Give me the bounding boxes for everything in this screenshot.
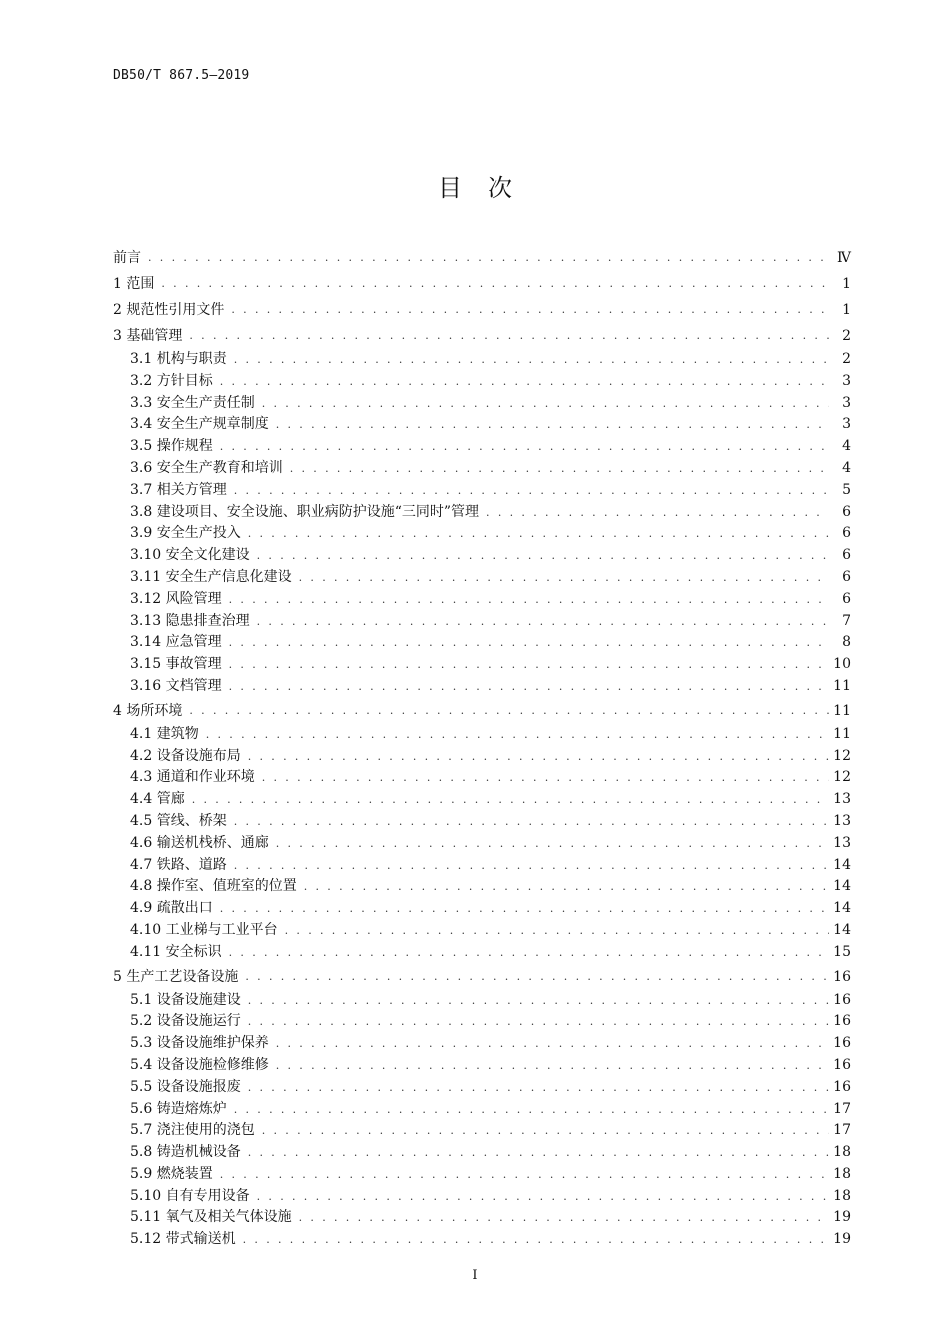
toc-entry[interactable] (113, 942, 851, 964)
toc-entry-page: 17 (833, 1100, 851, 1117)
toc-entry-page: 16 (833, 1056, 851, 1073)
toc-entry-page: 14 (833, 921, 851, 938)
toc-entry-label: 3.16 文档管理 (130, 677, 222, 694)
toc-dot-leader (276, 1055, 829, 1077)
toc-entry[interactable] (113, 589, 851, 611)
toc-entry[interactable] (113, 297, 851, 323)
toc-entry[interactable] (113, 245, 851, 271)
toc-dot-leader (229, 942, 829, 964)
toc-entry-page: 6 (842, 547, 851, 564)
toc-entry[interactable] (113, 393, 851, 415)
toc-entry-label: 4.1 建筑物 (130, 725, 199, 742)
toc-entry[interactable] (113, 920, 851, 942)
toc-entry-page: 3 (842, 416, 851, 433)
toc-entry[interactable] (113, 811, 851, 833)
toc-entry-label: 5.1 设备设施建设 (130, 991, 241, 1008)
toc-dot-leader (206, 724, 829, 746)
toc-dot-leader (148, 245, 829, 271)
toc-entry-page: 19 (833, 1231, 851, 1248)
toc-entry[interactable] (113, 964, 851, 990)
toc-dot-leader (285, 920, 829, 942)
toc-dot-leader (243, 1229, 829, 1251)
toc-entry-page: 15 (833, 943, 851, 960)
toc-entry-label: 5.10 自有专用设备 (130, 1187, 250, 1204)
toc-entry-page: Ⅳ (837, 250, 851, 266)
toc-entry-label: 5 生产工艺设备设施 (113, 968, 239, 985)
toc-entry-label: 5.9 燃烧装置 (130, 1165, 213, 1182)
toc-dot-leader (257, 1186, 829, 1208)
toc-entry-page: 16 (833, 1013, 851, 1030)
toc-entry-label: 前言 (113, 250, 141, 266)
toc-entry[interactable] (113, 855, 851, 877)
toc-entry[interactable] (113, 414, 851, 436)
toc-entry[interactable] (113, 833, 851, 855)
toc-entry[interactable] (113, 1099, 851, 1121)
toc-entry-label: 5.5 设备设施报废 (130, 1078, 241, 1095)
toc-dot-leader (257, 545, 829, 567)
toc-dot-leader (231, 297, 829, 323)
toc-entry-page: 13 (833, 834, 851, 851)
toc-entry-label: 4.11 安全标识 (130, 943, 222, 960)
toc-entry-page: 18 (833, 1187, 851, 1204)
toc-entry-label: 3.8 建设项目、安全设施、职业病防护设施“三同时”管理 (130, 503, 480, 520)
toc-dot-leader (229, 676, 829, 698)
toc-entry-page: 16 (833, 1035, 851, 1052)
toc-entry[interactable] (113, 480, 851, 502)
toc-dot-leader (299, 567, 829, 589)
toc-entry-page: 6 (842, 503, 851, 520)
page-title: 目次 (438, 174, 538, 202)
toc-dot-leader (229, 589, 829, 611)
toc-entry[interactable] (113, 789, 851, 811)
toc-entry[interactable] (113, 1055, 851, 1077)
toc-entry[interactable] (113, 1011, 851, 1033)
toc-dot-leader (245, 964, 829, 990)
toc-dot-leader (486, 502, 829, 524)
toc-entry-page: 17 (833, 1122, 851, 1139)
toc-entry-page: 3 (842, 394, 851, 411)
toc-entry-label: 3.3 安全生产责任制 (130, 394, 255, 411)
toc-entry-label: 3.1 机构与职责 (130, 351, 227, 367)
toc-entry-label: 5.12 带式输送机 (130, 1231, 236, 1248)
toc-dot-leader (290, 458, 829, 480)
toc-entry[interactable] (113, 1033, 851, 1055)
toc-entry-label: 4.3 通道和作业环境 (130, 769, 255, 786)
toc-dot-leader (276, 833, 829, 855)
toc-entry-label: 5.3 设备设施维护保养 (130, 1035, 269, 1052)
toc-entry-label: 3.4 安全生产规章制度 (130, 416, 269, 433)
toc-dot-leader (262, 767, 829, 789)
toc-dot-leader (189, 323, 829, 349)
toc-entry-page: 16 (833, 1078, 851, 1095)
toc-entry-page: 6 (842, 590, 851, 607)
toc-entry[interactable] (113, 1120, 851, 1142)
document-code: DB50/T 867.5—2019 (113, 68, 250, 83)
toc-entry[interactable] (113, 876, 851, 898)
toc-dot-leader (257, 611, 829, 633)
toc-entry[interactable] (113, 349, 851, 371)
toc-entry[interactable] (113, 654, 851, 676)
toc-entry-label: 3 基础管理 (113, 328, 183, 344)
toc-entry-label: 4 场所环境 (113, 702, 183, 719)
toc-entry-label: 3.9 安全生产投入 (130, 525, 241, 542)
toc-dot-leader (220, 898, 829, 920)
toc-entry-label: 4.8 操作室、值班室的位置 (130, 878, 297, 895)
toc-dot-leader (248, 1077, 829, 1099)
toc-entry[interactable] (113, 1077, 851, 1099)
toc-entry-page: 16 (833, 991, 851, 1008)
toc-entry-label: 3.2 方针目标 (130, 372, 213, 389)
toc-dot-leader (189, 698, 829, 724)
toc-entry[interactable] (113, 767, 851, 789)
toc-entry-page: 4 (842, 438, 851, 455)
toc-entry-page: 16 (833, 968, 851, 985)
toc-entry[interactable] (113, 1229, 851, 1251)
toc-entry[interactable] (113, 990, 851, 1012)
toc-entry-label: 5.2 设备设施运行 (130, 1013, 241, 1030)
toc-entry-page: 4 (842, 459, 851, 476)
toc-entry[interactable] (113, 1207, 851, 1229)
toc-entry-page: 18 (833, 1165, 851, 1182)
toc-entry[interactable] (113, 523, 851, 545)
toc-entry-page: 14 (833, 878, 851, 895)
toc-dot-leader (234, 811, 829, 833)
toc-entry[interactable] (113, 458, 851, 480)
toc-entry[interactable] (113, 611, 851, 633)
toc-entry-page: 18 (833, 1144, 851, 1161)
toc-entry-label: 5.11 氧气及相关气体设施 (130, 1209, 292, 1226)
toc-entry-page: 11 (833, 702, 851, 719)
toc-dot-leader (229, 632, 829, 654)
toc-dot-leader (276, 1033, 829, 1055)
toc-dot-leader (234, 349, 829, 371)
toc-dot-leader (262, 393, 829, 415)
toc-entry[interactable] (113, 371, 851, 393)
toc-entry-page: 2 (842, 328, 851, 344)
toc-entry[interactable] (113, 698, 851, 724)
toc-entry-page: 14 (833, 900, 851, 917)
toc-entry-label: 4.10 工业梯与工业平台 (130, 921, 278, 938)
toc-entry-label: 3.13 隐患排查治理 (130, 612, 250, 629)
toc-dot-leader (248, 1011, 829, 1033)
toc-entry-label: 4.7 铁路、道路 (130, 856, 227, 873)
toc-entry-label: 5.8 铸造机械设备 (130, 1144, 241, 1161)
toc-entry-page: 2 (842, 351, 851, 367)
toc-entry-page: 11 (833, 725, 851, 742)
toc-entry-page: 1 (842, 276, 851, 292)
toc-entry-label: 4.6 输送机栈桥、通廊 (130, 834, 269, 851)
toc-entry-page: 13 (833, 791, 851, 808)
toc-entry-label: 3.12 风险管理 (130, 590, 222, 607)
toc-dot-leader (299, 1207, 829, 1229)
toc-entry[interactable] (113, 746, 851, 768)
toc-entry-label: 5.7 浇注使用的浇包 (130, 1122, 255, 1139)
toc-entry-label: 2 规范性引用文件 (113, 302, 225, 318)
toc-entry-page: 19 (833, 1209, 851, 1226)
toc-dot-leader (248, 523, 829, 545)
toc-dot-leader (234, 1099, 829, 1121)
toc-dot-leader (220, 1164, 829, 1186)
toc-dot-leader (234, 855, 829, 877)
toc-entry-page: 3 (842, 372, 851, 389)
toc-entry[interactable] (113, 567, 851, 589)
toc-entry-label: 3.11 安全生产信息化建设 (130, 568, 292, 585)
toc-entry[interactable] (113, 545, 851, 567)
toc-entry-label: 3.10 安全文化建设 (130, 547, 250, 564)
toc-dot-leader (220, 371, 829, 393)
table-of-contents (113, 245, 851, 1251)
toc-entry-label: 4.2 设备设施布局 (130, 747, 241, 764)
toc-entry[interactable] (113, 632, 851, 654)
toc-entry-page: 12 (833, 769, 851, 786)
toc-entry-label: 5.6 铸造熔炼炉 (130, 1100, 227, 1117)
page-number: I (472, 1268, 478, 1283)
toc-entry[interactable] (113, 271, 851, 297)
toc-dot-leader (229, 654, 829, 676)
toc-entry[interactable] (113, 323, 851, 349)
toc-entry[interactable] (113, 1142, 851, 1164)
toc-entry-label: 3.7 相关方管理 (130, 481, 227, 498)
toc-dot-leader (192, 789, 829, 811)
toc-entry-label: 3.15 事故管理 (130, 656, 222, 673)
toc-dot-leader (304, 876, 829, 898)
toc-entry-page: 5 (842, 481, 851, 498)
toc-entry[interactable] (113, 1186, 851, 1208)
toc-dot-leader (248, 990, 829, 1012)
toc-entry-page: 6 (842, 568, 851, 585)
toc-entry-label: 3.6 安全生产教育和培训 (130, 459, 283, 476)
toc-entry-page: 11 (833, 677, 851, 694)
toc-entry-label: 1 范围 (113, 276, 155, 292)
toc-dot-leader (220, 436, 829, 458)
toc-entry-label: 4.9 疏散出口 (130, 900, 213, 917)
toc-entry-label: 4.5 管线、桥架 (130, 812, 227, 829)
toc-entry-label: 4.4 管廊 (130, 791, 185, 808)
toc-entry[interactable] (113, 898, 851, 920)
toc-entry-page: 6 (842, 525, 851, 542)
toc-entry-page: 1 (842, 302, 851, 318)
toc-entry-page: 8 (842, 634, 851, 651)
toc-dot-leader (234, 480, 829, 502)
toc-dot-leader (262, 1120, 829, 1142)
toc-entry-page: 13 (833, 812, 851, 829)
toc-entry[interactable] (113, 724, 851, 746)
toc-entry[interactable] (113, 436, 851, 458)
toc-entry[interactable] (113, 676, 851, 698)
toc-entry[interactable] (113, 1164, 851, 1186)
toc-entry[interactable] (113, 502, 851, 524)
toc-entry-label: 5.4 设备设施检修维修 (130, 1056, 269, 1073)
toc-entry-page: 10 (833, 656, 851, 673)
toc-entry-page: 12 (833, 747, 851, 764)
toc-dot-leader (161, 271, 829, 297)
toc-entry-page: 7 (842, 612, 851, 629)
toc-entry-label: 3.5 操作规程 (130, 438, 213, 455)
toc-entry-page: 14 (833, 856, 851, 873)
toc-dot-leader (248, 1142, 829, 1164)
toc-dot-leader (248, 746, 829, 768)
toc-dot-leader (276, 414, 829, 436)
toc-entry-label: 3.14 应急管理 (130, 634, 222, 651)
